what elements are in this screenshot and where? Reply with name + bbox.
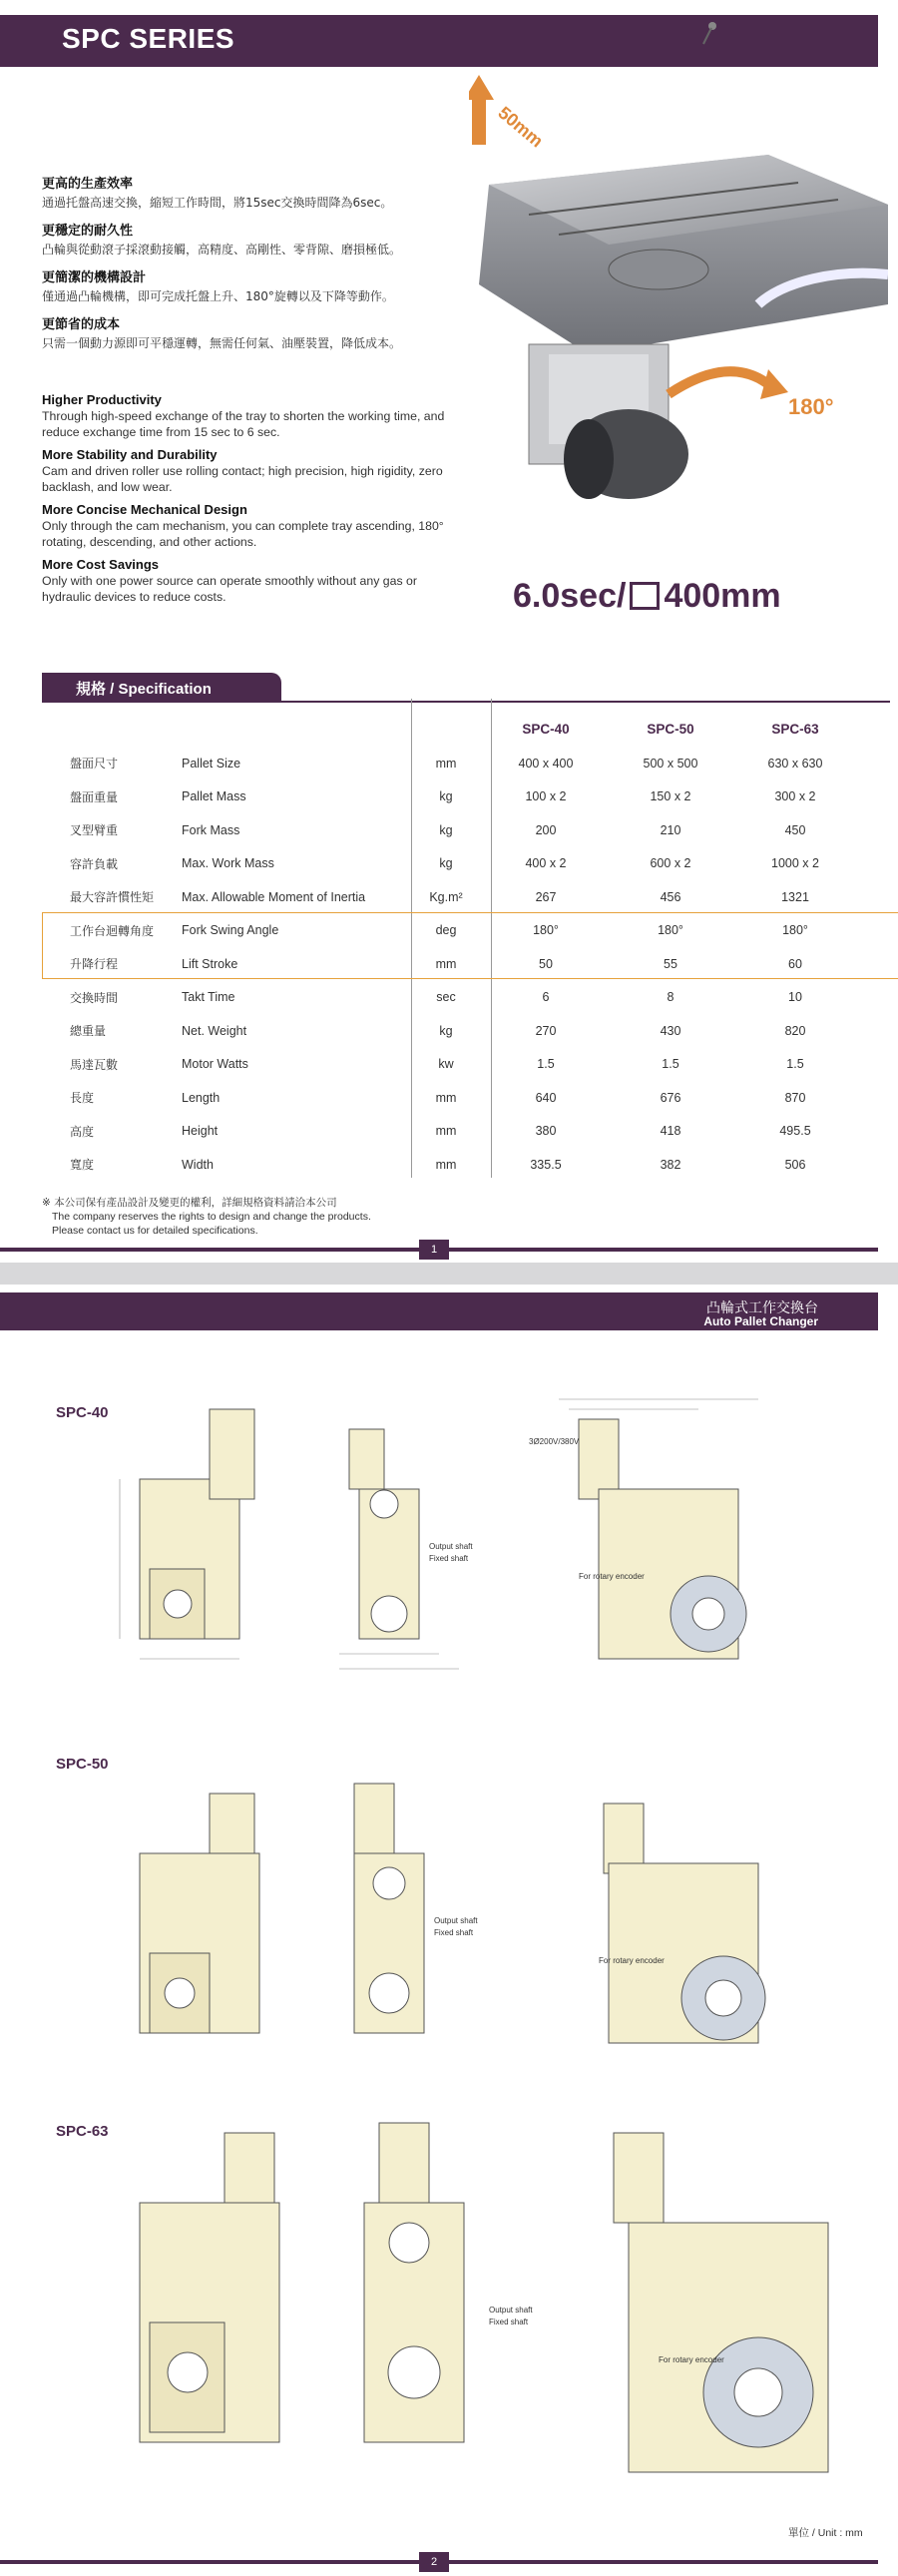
table-row [42, 880, 890, 914]
header-en: Auto Pallet Changer [703, 1314, 818, 1328]
rotate-label: 180° [788, 394, 834, 419]
row-unit: sec [436, 990, 456, 1005]
speed-size: 400mm [664, 577, 781, 615]
row-unit: mm [435, 756, 457, 771]
feature-zh-4 [42, 313, 496, 351]
note-en: The company reserves the rights to design and change the products. [52, 1211, 371, 1223]
page2-header [0, 1292, 878, 1330]
cell-value: 870 [784, 1090, 806, 1105]
row-label-en: Net. Weight [182, 1023, 247, 1038]
cell-value: 1.5 [786, 1057, 804, 1072]
page-gap [0, 1263, 898, 1285]
feature-en-3 [42, 502, 451, 550]
cell-value: 382 [660, 1157, 681, 1172]
row-unit: deg [435, 923, 457, 938]
row-unit: kw [438, 1057, 454, 1072]
table-row [42, 813, 890, 847]
series-title: SPC SERIES [62, 23, 235, 54]
column-header: SPC-40 [522, 721, 570, 737]
feature-zh-1 [42, 173, 496, 211]
drawing-label: Fixed shaft [429, 1554, 469, 1563]
row-unit: mm [435, 956, 457, 971]
table-row [42, 981, 890, 1015]
row-label-en: Height [182, 1124, 219, 1139]
cell-value: 200 [535, 822, 557, 837]
drawing-label: Output shaft [429, 1542, 473, 1551]
page-2 [0, 1285, 898, 2576]
spec-table [42, 711, 890, 1182]
cell-value: 1.5 [537, 1057, 555, 1072]
cell-value: 640 [535, 1090, 557, 1105]
drawing-label: For rotary encoder [579, 1572, 645, 1581]
row-label-en: Width [182, 1157, 214, 1172]
row-label-en: Pallet Size [182, 756, 241, 771]
drawing-label: For rotary encoder [659, 2355, 724, 2364]
cell-value: 380 [535, 1124, 557, 1139]
note-zh: ※ 本公司保有產品設計及變更的權利，詳細規格資料請洽本公司 [42, 1197, 337, 1209]
table-row [42, 1081, 890, 1115]
table-row [42, 1048, 890, 1082]
features-chinese [42, 173, 496, 360]
cell-value: 180° [533, 923, 559, 938]
row-unit: kg [439, 1023, 453, 1038]
column-header: SPC-63 [771, 721, 819, 737]
row-label-zh: 盤面重量 [70, 789, 119, 804]
row-unit: mm [435, 1157, 457, 1172]
row-label-zh: 馬達瓦數 [70, 1057, 119, 1072]
cell-value: 335.5 [530, 1157, 562, 1172]
lift-label: 50mm [494, 102, 548, 152]
row-label-zh: 最大容許慣性矩 [70, 890, 155, 905]
row-label-en: Takt Time [182, 990, 235, 1005]
cell-value: 1321 [781, 889, 809, 904]
row-label-en: Max. Allowable Moment of Inertia [182, 889, 366, 904]
row-unit: mm [435, 1090, 457, 1105]
cell-value: 430 [660, 1023, 681, 1038]
cell-value: 210 [660, 822, 681, 837]
table-row [42, 914, 890, 948]
cell-value: 10 [788, 990, 802, 1005]
cell-value: 60 [788, 956, 802, 971]
feature-en-text: Cam and driven roller use rolling contact; high precision, high rigidity, zero backlash, and low wear. [42, 464, 443, 494]
row-label-en: Lift Stroke [182, 956, 238, 971]
row-label-zh: 工作台迴轉角度 [70, 923, 155, 938]
cell-value: 418 [660, 1124, 681, 1139]
note-en: Please contact us for detailed specifications. [52, 1225, 258, 1237]
drawing-label: Fixed shaft [434, 1928, 474, 1937]
feature-zh-text: 只需一個動力源即可平穩運轉，無需任何氣、油壓裝置，降低成本。 [42, 336, 402, 350]
cell-value: 50 [539, 956, 553, 971]
model-label: SPC-63 [56, 2123, 109, 2140]
row-label-zh: 長度 [70, 1091, 95, 1106]
row-label-zh: 寬度 [70, 1158, 95, 1173]
spc-63-drawings [60, 2093, 878, 2512]
feature-en-1 [42, 392, 451, 440]
cell-value: 1000 x 2 [771, 856, 819, 871]
feature-zh-text: 通過托盤高速交換，縮短工作時間，將15sec交換時間降為6sec。 [42, 196, 393, 210]
row-label-en: Fork Mass [182, 822, 240, 837]
cell-value: 180° [658, 923, 683, 938]
feature-en-2 [42, 447, 451, 495]
cell-value: 630 x 630 [767, 756, 823, 771]
feature-en-title: More Stability and Durability [42, 447, 218, 462]
divider [42, 701, 890, 703]
header-zh: 凸輪式工作交換台 [706, 1300, 818, 1316]
cell-value: 400 x 400 [518, 756, 574, 771]
feature-en-text: Only with one power source can operate smoothly without any gas or hydraulic devices to reduce costs. [42, 574, 417, 604]
row-label-en: Pallet Mass [182, 789, 246, 804]
drawing-label: Fixed shaft [489, 2318, 529, 2326]
cell-value: 820 [784, 1023, 806, 1038]
feature-zh-title: 更高的生產效率 [42, 177, 134, 192]
cell-value: 676 [660, 1090, 681, 1105]
feature-en-4 [42, 557, 451, 605]
row-unit: kg [439, 789, 453, 804]
cell-value: 495.5 [779, 1124, 811, 1139]
spec-title: 規格 / Specification [76, 681, 212, 698]
cell-value: 270 [535, 1023, 557, 1038]
spc-40-drawings [60, 1389, 878, 1709]
row-label-zh: 盤面尺寸 [70, 757, 119, 772]
table-row [42, 947, 890, 981]
page-number: 1 [419, 1240, 449, 1260]
feature-zh-text: 凸輪與從動滾子採滾動接觸，高精度、高剛性、零背隙、磨損極低。 [42, 243, 402, 257]
spec-header-row [42, 711, 890, 747]
speed-headline [513, 577, 781, 616]
feature-en-title: More Concise Mechanical Design [42, 502, 247, 517]
row-label-en: Fork Swing Angle [182, 923, 279, 938]
cell-value: 500 x 500 [643, 756, 698, 771]
feature-zh-3 [42, 266, 496, 304]
table-row [42, 1014, 890, 1048]
feature-zh-title: 更簡潔的機構設計 [42, 270, 147, 285]
spec-title-bar [42, 673, 281, 701]
cell-value: 506 [784, 1157, 806, 1172]
row-label-zh: 容許負載 [70, 856, 119, 871]
cell-value: 180° [782, 923, 808, 938]
cell-value: 600 x 2 [650, 856, 691, 871]
model-label: SPC-50 [56, 1756, 109, 1773]
table-row [42, 747, 890, 780]
cell-value: 456 [660, 889, 681, 904]
feature-en-text: Only through the cam mechanism, you can complete tray ascending, 180° rotating, descending, and other actions. [42, 519, 444, 549]
feature-zh-title: 更穩定的耐久性 [42, 224, 134, 239]
column-header: SPC-50 [647, 721, 694, 737]
cell-value: 100 x 2 [525, 789, 567, 804]
cell-value: 6 [542, 990, 550, 1005]
table-row [42, 1115, 890, 1149]
feature-en-title: More Cost Savings [42, 557, 160, 572]
speed-time: 6.0sec/ [513, 577, 627, 615]
table-row [42, 847, 890, 881]
row-label-zh: 總重量 [70, 1024, 107, 1039]
row-label-en: Max. Work Mass [182, 856, 274, 871]
unit-note: 單位 / Unit : mm [788, 2527, 863, 2539]
table-row [42, 1148, 890, 1182]
disclaimer [42, 1196, 371, 1238]
pin-icon [698, 18, 720, 48]
model-label: SPC-40 [56, 1404, 109, 1421]
feature-zh-text: 僅通過凸輪機構，即可完成托盤上升、180°旋轉以及下降等動作。 [42, 289, 394, 303]
row-label-zh: 交換時間 [70, 990, 119, 1005]
row-unit: kg [439, 856, 453, 871]
row-unit: mm [435, 1124, 457, 1139]
cell-value: 267 [535, 889, 557, 904]
row-label-zh: 高度 [70, 1124, 95, 1139]
cell-value: 8 [667, 990, 674, 1005]
feature-en-text: Through high-speed exchange of the tray to shorten the working time, and reduce exchange time from 15 sec to 6 sec. [42, 409, 445, 439]
cell-value: 150 x 2 [650, 789, 691, 804]
feature-zh-2 [42, 220, 496, 258]
row-label-en: Length [182, 1090, 221, 1105]
cell-value: 300 x 2 [774, 789, 816, 804]
table-row [42, 780, 890, 814]
row-label-zh: 叉型臂重 [70, 823, 119, 838]
drawing-label: Output shaft [434, 1916, 478, 1925]
drawing-label: For rotary encoder [599, 1956, 665, 1965]
row-unit: Kg.m² [429, 889, 463, 904]
cell-value: 450 [784, 822, 806, 837]
cell-value: 55 [664, 956, 677, 971]
row-label-en: Motor Watts [182, 1057, 248, 1072]
square-icon [630, 582, 660, 610]
row-unit: kg [439, 822, 453, 837]
feature-en-title: Higher Productivity [42, 392, 162, 407]
cell-value: 400 x 2 [525, 856, 567, 871]
features-english [42, 392, 451, 612]
feature-zh-title: 更節省的成本 [42, 317, 121, 332]
page-1 [0, 0, 898, 1263]
row-label-zh: 升降行程 [70, 957, 119, 972]
cell-value: 1.5 [662, 1057, 679, 1072]
pallet-changer-illustration [469, 55, 888, 524]
page-number: 2 [419, 2552, 449, 2572]
drawing-label: Output shaft [489, 2306, 533, 2315]
spc-50-drawings [60, 1754, 878, 2083]
drawing-label: 3Ø200V/380V [529, 1437, 580, 1446]
